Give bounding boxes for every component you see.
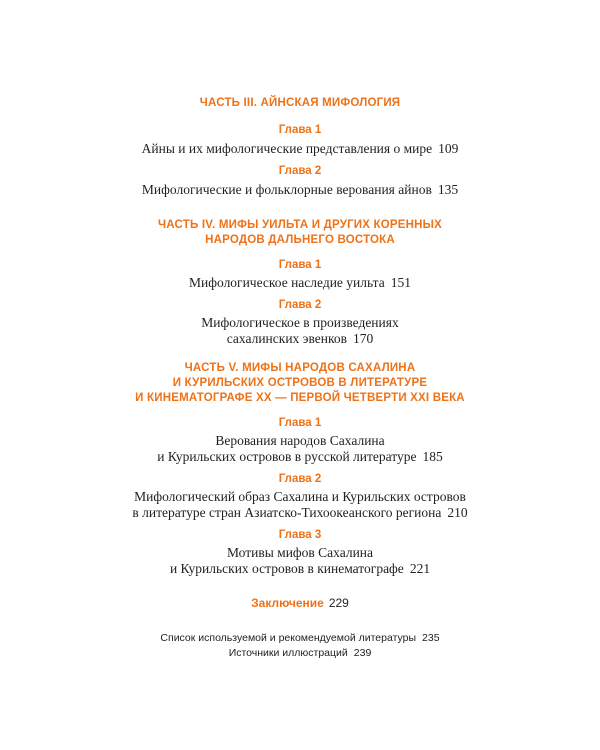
part-5-heading-line-1: ЧАСТЬ V. МИФЫ НАРОДОВ САХАЛИНА bbox=[184, 362, 416, 374]
part-5-chapter-1-page: 185 bbox=[422, 449, 443, 464]
part-3-chapter-1-title: Айны и их мифологические представления о мире bbox=[141, 141, 433, 156]
references-label: Список используемой и рекомендуемой литературы bbox=[160, 632, 417, 644]
part-4-chapter-1-label: Глава 1 bbox=[278, 259, 322, 271]
part-5-chapter-1-label: Глава 1 bbox=[278, 417, 322, 429]
references-entry[interactable] bbox=[0, 633, 600, 644]
part-5-chapter-2-entry-line-2[interactable] bbox=[0, 506, 600, 520]
illustrations-label: Источники иллюстраций bbox=[228, 647, 348, 659]
illustrations-page: 239 bbox=[353, 647, 372, 659]
part-5-chapter-2-title-line-2: в литературе стран Азиатско-Тихоокеанского региона bbox=[132, 505, 442, 520]
part-4-chapter-2-title-line-1[interactable]: Мифологическое в произведениях bbox=[201, 315, 399, 330]
illustrations-entry[interactable] bbox=[0, 648, 600, 659]
references-page: 235 bbox=[422, 632, 440, 644]
part-3-chapter-2-label: Глава 2 bbox=[278, 165, 322, 177]
part-5-chapter-3-title-line-1[interactable]: Мотивы мифов Сахалина bbox=[226, 545, 374, 560]
part-3-chapter-1-label: Глава 1 bbox=[278, 124, 322, 136]
part-3-chapter-2-page: 135 bbox=[437, 182, 459, 197]
part-4-chapter-2-title-line-2: сахалинских эвенков bbox=[226, 331, 347, 346]
part-3-chapter-1-page: 109 bbox=[438, 141, 459, 156]
part-4-chapter-1-title: Мифологическое наследие уильта bbox=[189, 275, 385, 290]
part-4-heading-line-1: ЧАСТЬ IV. МИФЫ УИЛЬТА И ДРУГИХ КОРЕННЫХ bbox=[158, 219, 442, 231]
part-4-chapter-2-entry-line-2[interactable] bbox=[0, 332, 600, 346]
part-5-chapter-3-entry-line-2[interactable] bbox=[0, 562, 600, 576]
part-5-chapter-2-title-line-1[interactable]: Мифологический образ Сахалина и Курильских островов bbox=[134, 489, 466, 504]
part-5-heading-line-2: И КУРИЛЬСКИХ ОСТРОВОВ В ЛИТЕРАТУРЕ bbox=[172, 377, 428, 389]
part-4-chapter-1-entry[interactable] bbox=[0, 276, 600, 290]
part-5-chapter-3-page: 221 bbox=[409, 561, 431, 576]
part-3-heading: ЧАСТЬ III. АЙНСКАЯ МИФОЛОГИЯ bbox=[199, 97, 401, 109]
part-4-chapter-2-label: Глава 2 bbox=[278, 299, 322, 311]
part-4-heading-line-2: НАРОДОВ ДАЛЬНЕГО ВОСТОКА bbox=[205, 234, 395, 246]
part-5-chapter-1-title-line-1[interactable]: Верования народов Сахалина bbox=[215, 433, 385, 448]
part-5-chapter-3-title-line-2: и Курильских островов в кинематографе bbox=[169, 561, 404, 576]
part-3-chapter-2-title: Мифологические и фольклорные верования айнов bbox=[141, 182, 432, 197]
part-5-chapter-2-page: 210 bbox=[447, 505, 468, 520]
part-5-chapter-1-title-line-2: и Курильских островов в русской литературе bbox=[157, 449, 417, 464]
part-5-chapter-2-label: Глава 2 bbox=[278, 473, 322, 485]
part-4-chapter-1-page: 151 bbox=[390, 275, 411, 290]
conclusion-page: 229 bbox=[328, 596, 349, 610]
conclusion-label: Заключение bbox=[251, 596, 324, 610]
part-5-chapter-3-label: Глава 3 bbox=[278, 529, 322, 541]
part-4-chapter-2-page: 170 bbox=[352, 331, 374, 346]
part-5-heading-line-3: И КИНЕМАТОГРАФЕ XX — ПЕРВОЙ ЧЕТВЕРТИ XXI ВЕКА bbox=[135, 392, 465, 404]
part-3-chapter-1-entry[interactable] bbox=[0, 142, 600, 156]
part-3-chapter-2-entry[interactable] bbox=[0, 183, 600, 197]
part-5-chapter-1-entry-line-2[interactable] bbox=[0, 450, 600, 464]
conclusion-entry[interactable] bbox=[0, 597, 600, 609]
